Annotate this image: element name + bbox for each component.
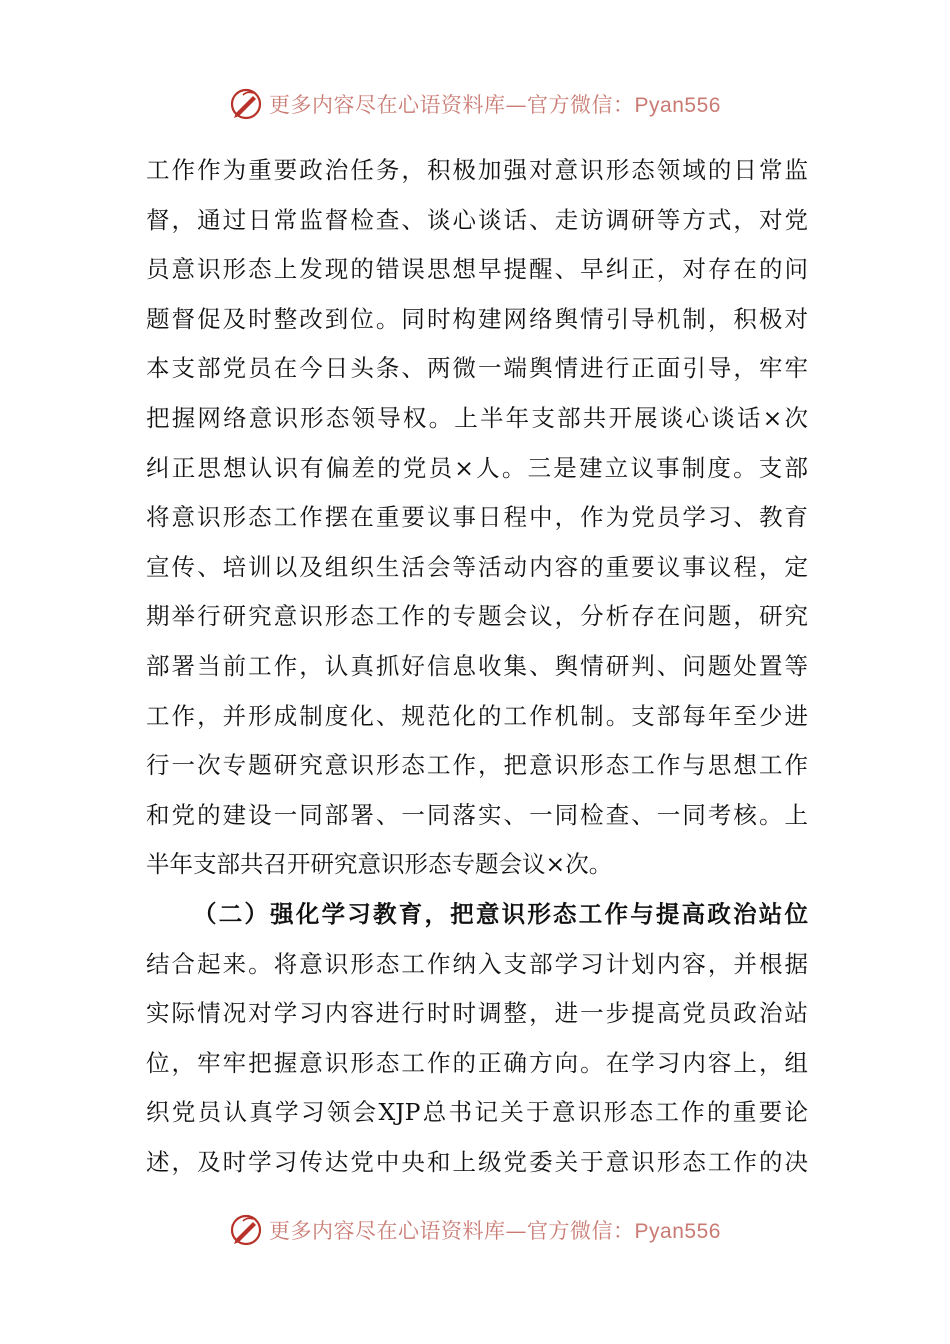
text-line: 纠正思想认识有偏差的党员×人。三是建立议事制度。支部 (146, 453, 808, 482)
text-line: 把握网络意识形态领导权。上半年支部共开展谈心谈话×次 (146, 403, 808, 432)
text-line: 员意识形态上发现的错误思想早提醒、早纠正，对存在的问 (146, 255, 808, 284)
text-line: 工作，并形成制度化、规范化的工作机制。支部每年至少进 (146, 701, 808, 730)
pen-logo-icon (229, 1213, 263, 1247)
text-line: 织党员认真学习领会XJP总书记关于意识形态工作的重要论 (146, 1098, 808, 1127)
document-body (146, 146, 808, 1187)
watermark-wechat-id: Pyan556 (634, 1220, 721, 1243)
watermark-text: 更多内容尽在心语资料库—官方微信： (269, 1219, 635, 1243)
footer-watermark (0, 1210, 950, 1250)
text-line: 本支部党员在今日头条、两微一端舆情进行正面引导，牢牢 (146, 354, 808, 383)
text-line: 工作作为重要政治任务，积极加强对意识形态领域的日常监 (146, 156, 808, 184)
text-line: 将意识形态工作摆在重要议事日程中，作为党员学习、教育 (146, 503, 808, 532)
watermark-text: 更多内容尽在心语资料库—官方微信： (269, 93, 635, 117)
paragraph-end-line: 半年支部共召开研究意识形态专题会议×次。 (146, 850, 613, 879)
watermark-wechat-id: Pyan556 (634, 94, 721, 117)
text-line: 实际情况对学习内容进行时时调整，进一步提高党员政治站 (146, 999, 808, 1028)
text-line: 督，通过日常监督检查、谈心谈话、走访调研等方式，对党 (146, 205, 808, 234)
text-line: 宣传、培训以及组织生活会等活动内容的重要议事议程，定 (146, 552, 808, 581)
text-line: 述，及时学习传达党中央和上级党委关于意识形态工作的决 (146, 1147, 808, 1176)
text-line: 位，牢牢把握意识形态工作的正确方向。在学习内容上，组 (146, 1048, 808, 1077)
text-line: 行一次专题研究意识形态工作，把意识形态工作与思想工作 (146, 751, 808, 780)
pen-logo-icon (229, 87, 263, 121)
text-line: 期举行研究意识形态工作的专题会议，分析存在问题，研究 (146, 602, 808, 631)
text-line: 结合起来。将意识形态工作纳入支部学习计划内容，并根据 (146, 949, 808, 978)
header-watermark (0, 84, 950, 124)
section-heading-line: （二）强化学习教育，把意识形态工作与提高政治站位 (193, 899, 808, 928)
text-line: 和党的建设一同部署、一同落实、一同检查、一同考核。上 (146, 800, 808, 829)
text-line: 题督促及时整改到位。同时构建网络舆情引导机制，积极对 (146, 304, 808, 333)
text-line: 部署当前工作，认真抓好信息收集、舆情研判、问题处置等 (146, 651, 808, 680)
